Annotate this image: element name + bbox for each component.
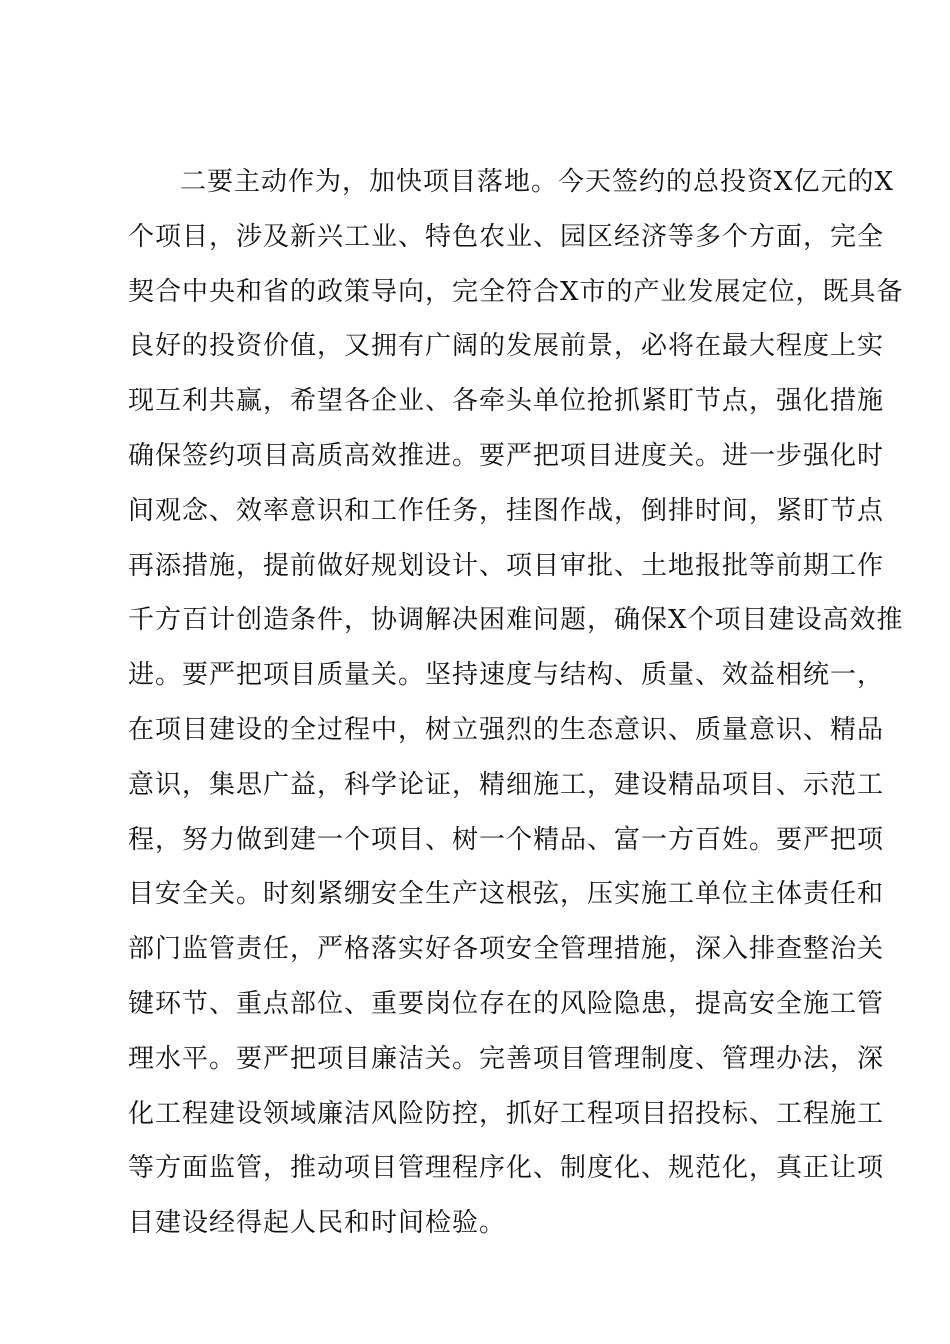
paragraph-line: 键环节、重点部位、重要岗位存在的风险隐患，提高安全施工管 bbox=[128, 988, 885, 1019]
paragraph-line: 现互利共赢，希望各企业、各牵头单位抢抓紧盯节点，强化措施 bbox=[128, 386, 885, 417]
paragraph-line: 二要主动作为，加快项目落地。今天签约的总投资X亿元的X bbox=[180, 167, 895, 197]
paragraph-line: 进。要严把项目质量关。坚持速度与结构、质量、效益相统一， bbox=[128, 660, 885, 691]
paragraph-line: 目安全关。时刻紧绷安全生产这根弦，压实施工单位主体责任和 bbox=[128, 879, 885, 910]
paragraph-line: 千方百计创造条件，协调解决困难问题，确保X个项目建设高效推 bbox=[128, 605, 904, 636]
paragraph-line: 部门监管责任，严格落实好各项安全管理措施，深入排查整治关 bbox=[128, 934, 885, 965]
paragraph-line: 良好的投资价值，又拥有广阔的发展前景，必将在最大程度上实 bbox=[128, 331, 885, 362]
paragraph-line: 个项目，涉及新兴工业、特色农业、园区经济等多个方面，完全 bbox=[128, 221, 885, 252]
paragraph-line: 确保签约项目高质高效推进。要严把项目进度关。进一步强化时 bbox=[128, 440, 885, 471]
paragraph-line: 等方面监管，推动项目管理程序化、制度化、规范化，真正让项 bbox=[128, 1153, 885, 1184]
paragraph-line: 契合中央和省的政策导向，完全符合X市的产业发展定位，既具备 bbox=[128, 276, 904, 307]
paragraph-line: 目建设经得起人民和时间检验。 bbox=[128, 1208, 507, 1239]
paragraph-line: 意识，集思广益，科学论证，精细施工，建设精品项目、示范工 bbox=[128, 769, 885, 800]
paragraph-line: 在项目建设的全过程中，树立强烈的生态意识、质量意识、精品 bbox=[128, 714, 885, 745]
paragraph-line: 程，努力做到建一个项目、树一个精品、富一方百姓。要严把项 bbox=[128, 824, 885, 855]
paragraph-line: 间观念、效率意识和工作任务，挂图作战，倒排时间，紧盯节点 bbox=[128, 495, 885, 526]
paragraph-line: 化工程建设领域廉洁风险防控，抓好工程项目招投标、工程施工 bbox=[128, 1098, 885, 1129]
body-paragraph bbox=[128, 155, 904, 1251]
paragraph-line: 再添措施，提前做好规划设计、项目审批、土地报批等前期工作 bbox=[128, 550, 885, 581]
paragraph-line: 理水平。要严把项目廉洁关。完善项目管理制度、管理办法，深 bbox=[128, 1043, 885, 1074]
